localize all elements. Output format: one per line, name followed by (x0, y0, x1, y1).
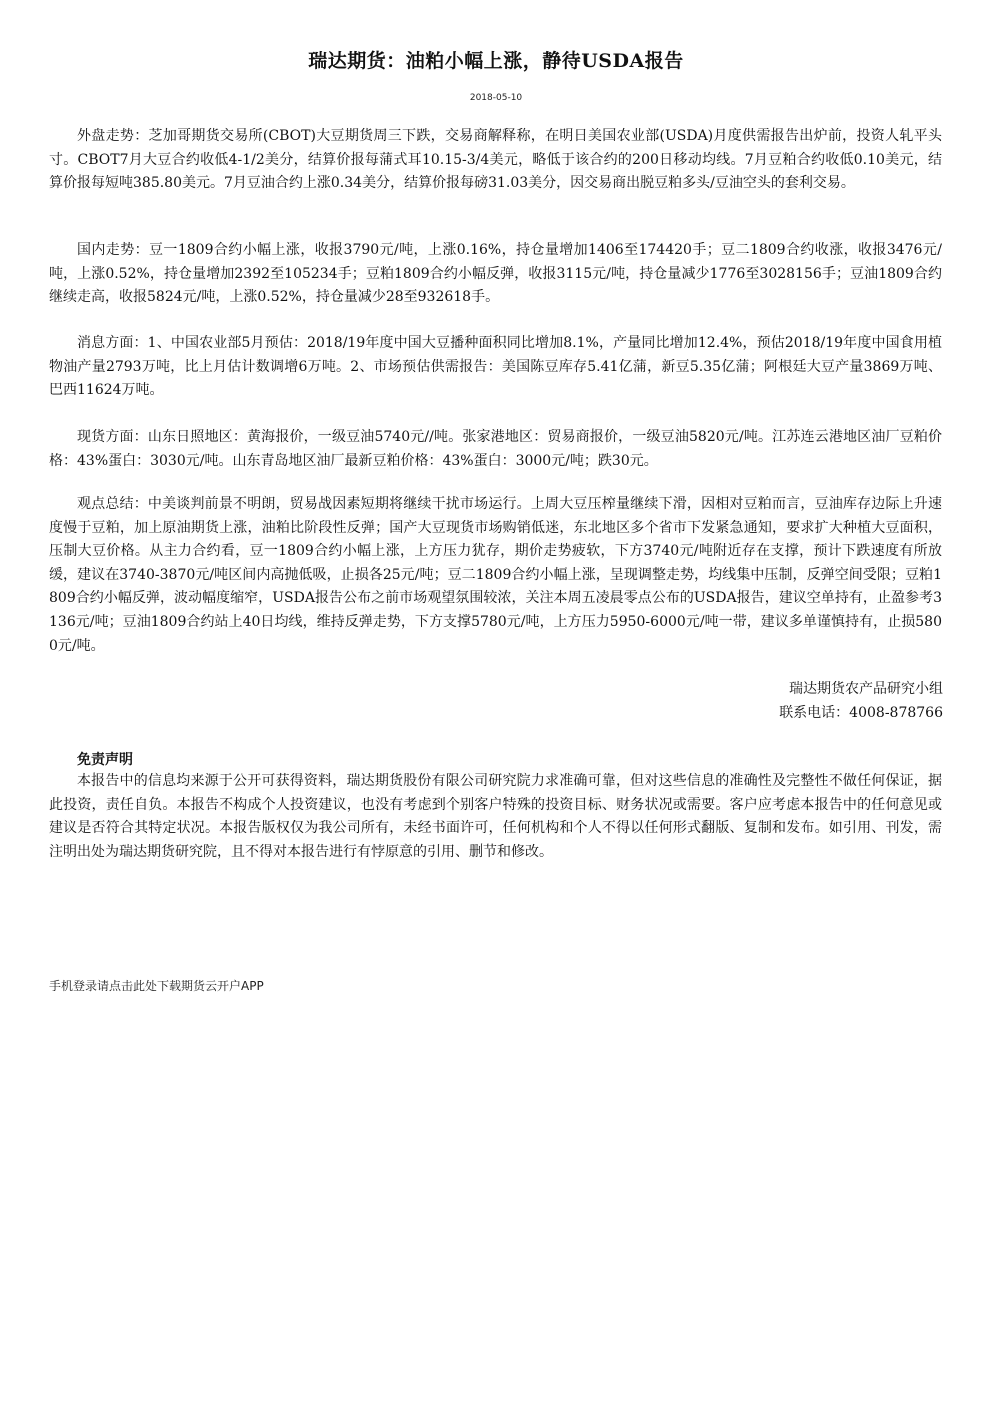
signature-group: 瑞达期货农产品研究小组 (789, 681, 943, 697)
signature-phone: 联系电话：4008-878766 (779, 705, 943, 721)
paragraph-overseas-market: 外盘走势：芝加哥期货交易所(CBOT)大豆期货周三下跌，交易商解释称，在明日美国农业部(USDA)月度供需报告出炉前，投资人轧平头寸。CBOT7月大豆合约收低4-1/2美分，结算价报每蒲式耳10.15-3/4美元，略低于该合约的200日移动均线。7月豆粕合约收低0.10美元，结算价报每短吨385.80美元。7月豆油合约上涨0.34美分，结算价报每磅31.03美分，因交易商出脱豆粕多头/豆油空头的套利交易。 (49, 128, 942, 192)
report-title: 瑞达期货：油粕小幅上涨，静待USDA报告 (308, 50, 684, 72)
paragraph-news: 消息方面：1、中国农业部5月预估：2018/19年度中国大豆播种面积同比增加8.1%，产量同比增加12.4%，预估2018/19年度中国食用植物油产量2793万吨，比上月估计数调增6万吨。2、市场预估供需报告：美国陈豆库存5.41亿蒲，新豆5.35亿蒲；阿根廷大豆产量3869万吨、巴西11624万吨。 (49, 335, 942, 399)
app-download-link[interactable]: 手机登录请点击此处下载期货云开户APP (49, 979, 264, 993)
paragraph-summary: 观点总结：中美谈判前景不明朗，贸易战因素短期将继续干扰市场运行。上周大豆压榨量继续下滑，因相对豆粕而言，豆油库存边际上升速度慢于豆粕，加上原油期货上涨，油粕比阶段性反弹；国产大豆现货市场购销低迷，东北地区多个省市下发紧急通知，要求扩大种植大豆面积，压制大豆价格。从主力合约看，豆一1809合约小幅上涨，上方压力犹存，期价走势疲软，下方3740元/吨附近存在支撑，预计下跌速度有所放缓，建议在3740-3870元/吨区间内高抛低吸，止损各25元/吨；豆二1809合约小幅上涨，呈现调整走势，均线集中压制，反弹空间受限；豆粕1809合约小幅反弹，波动幅度缩窄，USDA报告公布之前市场观望氛围较浓，关注本周五凌晨零点公布的USDA报告，建议空单持有，止盈参考3136元/吨；豆油1809合约站上40日均线，维持反弹走势，下方支撑5780元/吨，上方压力5950-6000元/吨一带，建议多单谨慎持有，止损5800元/吨。 (49, 496, 942, 654)
paragraph-spot-market: 现货方面：山东日照地区：黄海报价，一级豆油5740元//吨。张家港地区：贸易商报价，一级豆油5820元/吨。江苏连云港地区油厂豆粕价格：43%蛋白：3030元/吨。山东青岛地区油厂最新豆粕价格：43%蛋白：3000元/吨；跌30元。 (49, 429, 942, 469)
disclaimer-heading: 免责声明 (77, 752, 133, 768)
disclaimer-text: 本报告中的信息均来源于公开可获得资料，瑞达期货股份有限公司研究院力求准确可靠，但对这些信息的准确性及完整性不做任何保证，据此投资，责任自负。本报告不构成个人投资建议，也没有考虑到个别客户特殊的投资目标、财务状况或需要。客户应考虑本报告中的任何意见或建议是否符合其特定状况。本报告版权仅为我公司所有，未经书面许可，任何机构和个人不得以任何形式翻版、复制和发布。如引用、刊发，需注明出处为瑞达期货研究院，且不得对本报告进行有悖原意的引用、删节和修改。 (49, 773, 942, 860)
paragraph-domestic-market: 国内走势：豆一1809合约小幅上涨，收报3790元/吨，上涨0.16%，持仓量增加1406至174420手；豆二1809合约收涨，收报3476元/吨，上涨0.52%，持仓量增加2392至105234手；豆粕1809合约小幅反弹，收报3115元/吨，持仓量减少1776至3028156手；豆油1809合约继续走高，收报5824元/吨，上涨0.52%，持仓量减少28至932618手。 (49, 242, 942, 306)
report-date: 2018-05-10 (469, 93, 523, 103)
